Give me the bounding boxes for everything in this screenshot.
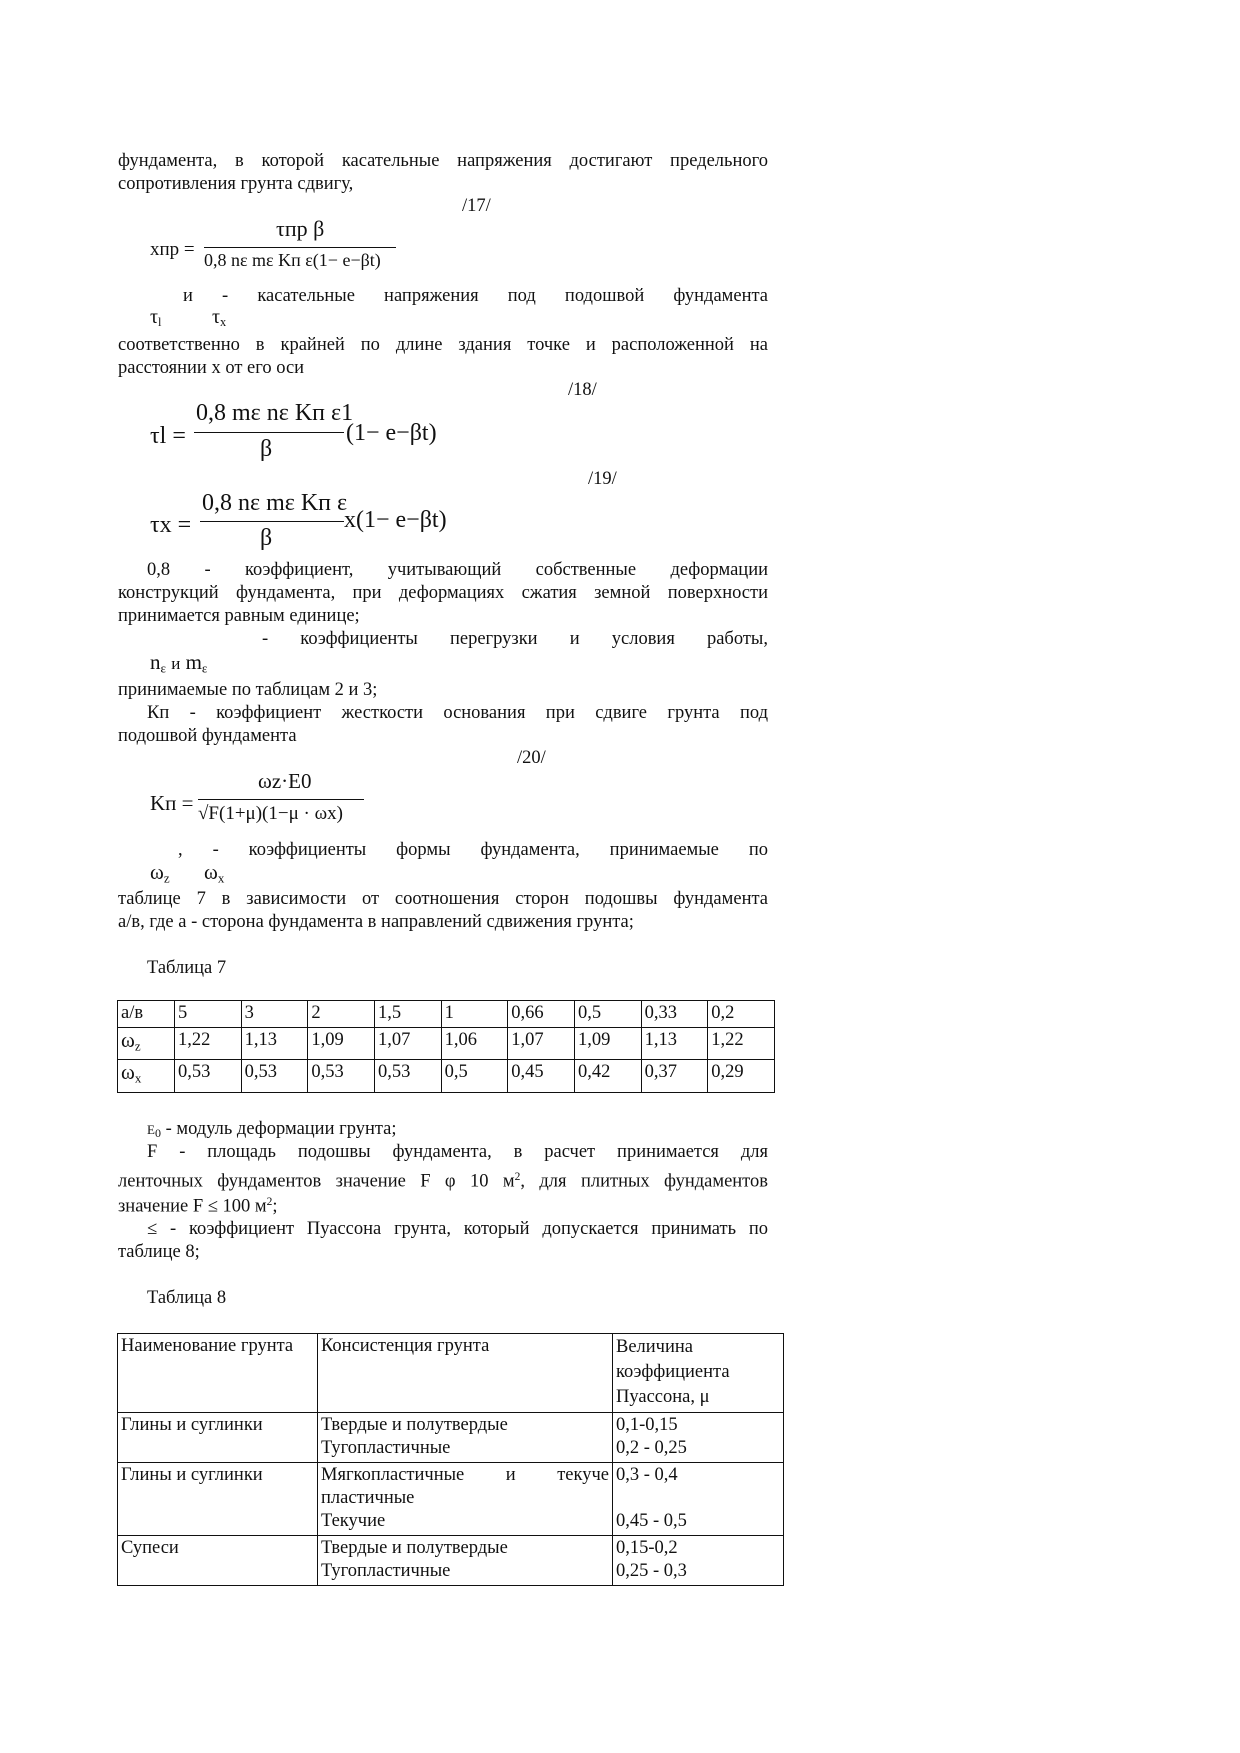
- table-row: [118, 1028, 775, 1060]
- formula-17-numerator-text: τпр β: [276, 216, 325, 241]
- consistency-line: Твердые и полутвердые: [321, 1415, 508, 1435]
- consistency-line: Мягкопластичные и текуче пластичные: [321, 1465, 609, 1508]
- fraction-bar: [200, 521, 344, 522]
- text-line: принимаемые по таблицам 2 и 3;: [118, 680, 378, 700]
- formula-19-denominator: [260, 525, 272, 552]
- table-cell: 1,06: [441, 1028, 508, 1060]
- formula-20-denominator-text: √F(1+μ)(1−μ · ωx): [198, 803, 343, 824]
- omega-x-symbol: $\omega_x$: [204, 860, 225, 886]
- table-cell: $\omega_z$: [118, 1028, 175, 1060]
- formula-17-denominator-text: 0,8 nε mε Kп ε(1− e−βt): [204, 250, 381, 270]
- table-cell: 0,37: [641, 1060, 708, 1092]
- formula-20-numerator: [258, 769, 311, 794]
- fraction-bar: [194, 432, 344, 433]
- table-row: [118, 1001, 775, 1028]
- table-cell: Наименование грунта: [118, 1334, 318, 1413]
- table-cell: 0,2: [708, 1001, 775, 1028]
- table-row: [118, 1536, 784, 1586]
- table-row: [118, 1334, 784, 1413]
- text-line: конструкций фундамента, при деформациях сжатия земной поверхности: [118, 583, 768, 603]
- table-cell: 0,53: [241, 1060, 308, 1092]
- formula-17-denominator: [204, 250, 381, 271]
- text-line: соответственно в крайней по длине здания точке и расположенной на: [118, 335, 768, 355]
- tau-x-symbol: $\tau_x$: [212, 306, 227, 330]
- text-line: сопротивления грунта сдвигу,: [118, 174, 354, 194]
- table-cell: 0,29: [708, 1060, 775, 1092]
- table-cell: 1,07: [508, 1028, 575, 1060]
- table-cell: [318, 1413, 613, 1463]
- table-cell: 3: [241, 1001, 308, 1028]
- n-and-m-symbols: $n_\varepsilon$ и $m_\varepsilon$: [150, 650, 208, 676]
- formula-19-numerator: [202, 490, 347, 517]
- table-cell: 1,13: [241, 1028, 308, 1060]
- equation-number: /18/: [568, 380, 597, 400]
- text-line: принимается равным единице;: [118, 606, 360, 626]
- text-line: F - площадь подошвы фундамента, в расчет принимается для: [147, 1142, 768, 1162]
- table-cell: 5: [175, 1001, 242, 1028]
- table-cell: [613, 1463, 784, 1536]
- equation-number: /19/: [588, 469, 617, 489]
- table-cell: 1,07: [374, 1028, 441, 1060]
- table-cell: а/в: [118, 1001, 175, 1028]
- table-8-title: Таблица 8: [147, 1288, 227, 1308]
- equation-number: /20/: [517, 748, 546, 768]
- table-cell: 0,42: [574, 1060, 641, 1092]
- text-line: $E_0$ - модуль деформации грунта;: [147, 1119, 397, 1140]
- formula-19-tail: [344, 507, 447, 534]
- table-row: [118, 1463, 784, 1536]
- consistency-line: Твердые и полутвердые: [321, 1538, 508, 1558]
- text-line: и - касательные напряжения под подошвой фундамента: [183, 286, 768, 306]
- table-cell: Консистенция грунта: [318, 1334, 613, 1413]
- table-7-title: Таблица 7: [147, 958, 227, 978]
- text-line: таблице 7 в зависимости от соотношения сторон подошвы фундамента: [118, 889, 768, 909]
- text-line: - коэффициенты перегрузки и условия работы,: [262, 629, 768, 649]
- value-line: 0,2 - 0,25: [616, 1438, 687, 1458]
- consistency-line: Тугопластичные: [321, 1438, 451, 1458]
- formula-18-lhs: [150, 423, 186, 450]
- table-cell: 1,09: [308, 1028, 375, 1060]
- text-line: , - коэффициенты формы фундамента, принимаемые по: [178, 840, 768, 860]
- formula-18-denominator-text: β: [260, 436, 273, 462]
- formula-20-denominator: [198, 803, 343, 825]
- value-line: 0,3 - 0,4: [616, 1465, 678, 1485]
- fraction-bar: [204, 247, 396, 248]
- text-line: 0,8 - коэффициент, учитывающий собственные деформации: [147, 560, 768, 580]
- formula-18-tail-text: (1− e−βt): [346, 420, 437, 446]
- formula-19-lhs: [150, 512, 191, 539]
- table-cell: 1,09: [574, 1028, 641, 1060]
- text-line: расстоянии х от его оси: [118, 358, 305, 378]
- formula-20-lhs: [150, 791, 194, 816]
- table-cell: 1,22: [175, 1028, 242, 1060]
- formula-18-denominator: [260, 436, 272, 463]
- table-cell: [613, 1413, 784, 1463]
- omega-z-symbol: $\omega_z$: [150, 860, 170, 886]
- formula-17-numerator: [276, 216, 324, 242]
- text-line: Кп - коэффициент жесткости основания при сдвиге грунта под: [147, 703, 768, 723]
- table-cell: 0,66: [508, 1001, 575, 1028]
- table-cell: 0,53: [374, 1060, 441, 1092]
- formula-20-lhs-text: Kп =: [150, 791, 194, 815]
- value-line: 0,45 - 0,5: [616, 1511, 687, 1531]
- table-cell: Супеси: [118, 1536, 318, 1586]
- table-row: [118, 1413, 784, 1463]
- text-line: подошвой фундамента: [118, 726, 297, 746]
- table-cell: 0,53: [308, 1060, 375, 1092]
- value-line: 0,1-0,15: [616, 1415, 678, 1435]
- formula-18-lhs-text: τl =: [150, 423, 186, 449]
- table-cell: 1,22: [708, 1028, 775, 1060]
- table-cell: 0,53: [175, 1060, 242, 1092]
- table-7: [117, 1000, 775, 1093]
- value-line: 0,25 - 0,3: [616, 1561, 687, 1581]
- formula-18-numerator: [196, 400, 353, 427]
- tau-l-symbol: $\tau_l$: [150, 306, 162, 330]
- table-cell: 0,45: [508, 1060, 575, 1092]
- formula-19-lhs-text: τx =: [150, 512, 192, 538]
- formula-19-denominator-text: β: [260, 525, 273, 551]
- text-line: ≤ - коэффициент Пуассона грунта, который допускается принимать по: [147, 1219, 768, 1239]
- value-line: 0,15-0,2: [616, 1538, 678, 1558]
- consistency-line: Тугопластичные: [321, 1561, 451, 1581]
- table-cell: [318, 1536, 613, 1586]
- text-line: значение F ≤ 100 $м^2$;: [118, 1196, 278, 1217]
- equation-number: /17/: [462, 196, 491, 216]
- text-line: ленточных фундаментов значение F φ 10 $м^2$, для плитных фундаментов: [118, 1171, 769, 1192]
- formula-19-numerator-text: 0,8 nε mε Kп ε: [202, 490, 348, 516]
- table-row: [118, 1060, 775, 1092]
- fraction-bar: [198, 799, 364, 800]
- text-line: таблице 8;: [118, 1242, 200, 1262]
- table-cell: 0,5: [574, 1001, 641, 1028]
- table-cell: 1: [441, 1001, 508, 1028]
- formula-19-tail-text: x(1− e−βt): [344, 507, 447, 533]
- text-line: фундамента, в которой касательные напряжения достигают предельного: [118, 151, 768, 171]
- formula-17-lhs-text: xпр =: [150, 239, 195, 260]
- table-cell: 1,5: [374, 1001, 441, 1028]
- table-cell: $\omega_x$: [118, 1060, 175, 1092]
- table-cell: 0,33: [641, 1001, 708, 1028]
- table-cell: Величина коэффициента Пуассона, μ: [613, 1334, 784, 1413]
- table-8: [117, 1333, 784, 1586]
- formula-18-tail: [346, 420, 437, 447]
- table-cell: [318, 1463, 613, 1536]
- table-cell: [613, 1536, 784, 1586]
- formula-18-numerator-text: 0,8 mε nε Kп ε1: [196, 400, 354, 426]
- table-cell: Глины и суглинки: [118, 1413, 318, 1463]
- table-cell: 2: [308, 1001, 375, 1028]
- table-cell: 0,5: [441, 1060, 508, 1092]
- formula-20-numerator-text: ωz·E0: [258, 769, 312, 793]
- table-cell: 1,13: [641, 1028, 708, 1060]
- formula-17-lhs: [150, 239, 195, 261]
- consistency-line: Текучие: [321, 1511, 386, 1531]
- table-cell: Глины и суглинки: [118, 1463, 318, 1536]
- text-line: а/в, где а - сторона фундамента в направлений сдвижения грунта;: [118, 912, 634, 932]
